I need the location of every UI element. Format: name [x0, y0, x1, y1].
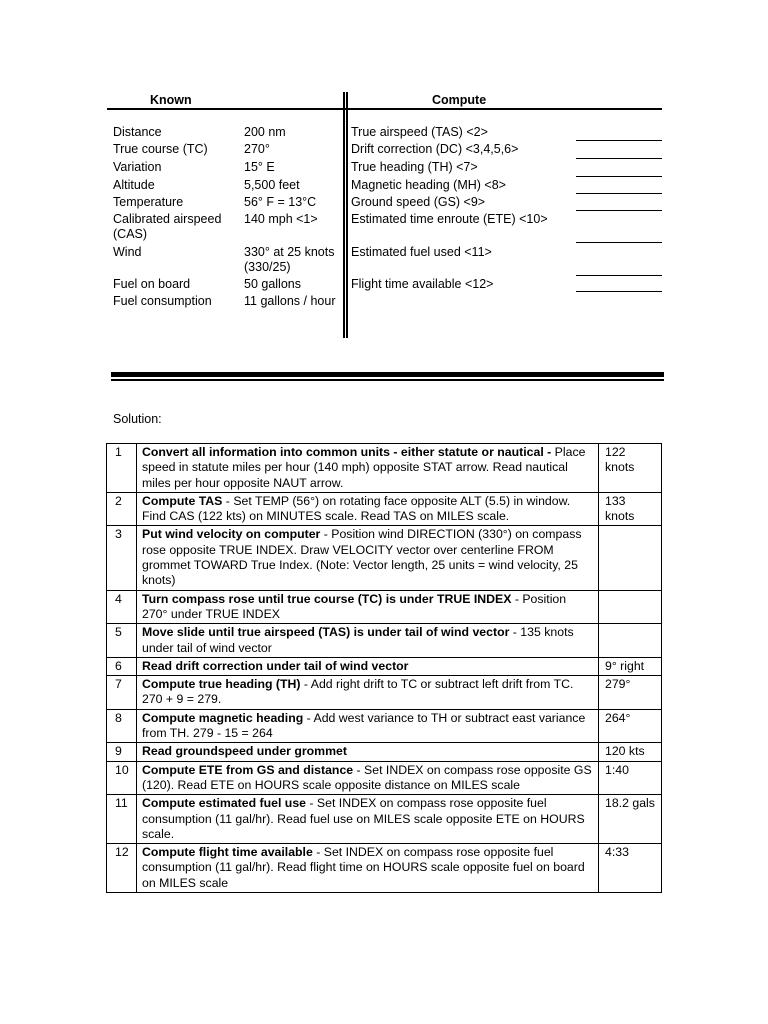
- step-description: [137, 624, 599, 658]
- table-row: [107, 444, 662, 493]
- table-row: [107, 795, 662, 844]
- step-title: Put wind velocity on computer: [142, 527, 321, 542]
- compute-header: Compute: [432, 93, 487, 107]
- step-description: [137, 795, 599, 844]
- table-row: [107, 844, 662, 893]
- step-description: [137, 492, 599, 526]
- column-divider-right: [346, 92, 348, 338]
- section-separator-thin: [111, 379, 664, 381]
- step-text: - Set INDEX on compass rose opposite fuel consumption (11 gal/hr). Read fuel use on MILES scale opposite ETE on HOURS scale.: [142, 796, 585, 841]
- compute-label: Magnetic heading (MH) <8>: [351, 178, 506, 192]
- solution-label: Solution:: [113, 412, 162, 426]
- step-description: [137, 526, 599, 590]
- known-label: Variation: [113, 160, 162, 174]
- step-answer: [599, 624, 662, 658]
- step-description: [137, 444, 599, 493]
- step-title: Compute magnetic heading: [142, 710, 304, 725]
- step-description: [137, 590, 599, 624]
- step-description: [137, 676, 599, 710]
- answer-blank: [576, 193, 662, 194]
- step-title: Compute ETE from GS and distance: [142, 762, 354, 777]
- column-divider-left: [343, 92, 345, 338]
- step-answer: 120 kts: [599, 743, 662, 761]
- step-title: Read groundspeed under grommet: [142, 744, 347, 759]
- step-answer: [599, 526, 662, 590]
- known-header: Known: [150, 93, 192, 107]
- step-description: [137, 657, 599, 675]
- step-answer: 1:40: [599, 761, 662, 795]
- step-text: - Add right drift to TC or subtract left drift from TC. 270 + 9 = 279.: [142, 677, 574, 707]
- step-title: Compute flight time available: [142, 845, 313, 860]
- known-label: Altitude: [113, 178, 155, 192]
- step-number: 3: [107, 526, 137, 590]
- known-value: 5,500 feet: [244, 178, 300, 192]
- step-number: 9: [107, 743, 137, 761]
- step-number: 1: [107, 444, 137, 493]
- known-label: Temperature: [113, 195, 184, 209]
- step-number: 7: [107, 676, 137, 710]
- section-separator-thick: [111, 372, 664, 377]
- compute-label: Drift correction (DC) <3,4,5,6>: [351, 142, 519, 156]
- table-row: [107, 657, 662, 675]
- answer-blank: [576, 176, 662, 177]
- step-title: Compute TAS: [142, 493, 223, 508]
- compute-label: Flight time available <12>: [351, 277, 494, 291]
- step-number: 12: [107, 844, 137, 893]
- step-number: 2: [107, 492, 137, 526]
- step-text: - Position 270° under TRUE INDEX: [142, 591, 567, 621]
- step-description: [137, 761, 599, 795]
- step-answer: 9° right: [599, 657, 662, 675]
- step-description: [137, 743, 599, 761]
- known-label: Distance: [113, 125, 162, 139]
- table-row: [107, 743, 662, 761]
- step-title: Compute estimated fuel use: [142, 796, 306, 811]
- compute-label: Estimated time enroute (ETE) <10>: [351, 212, 548, 226]
- solution-table: [106, 443, 662, 893]
- table-row: [107, 624, 662, 658]
- answer-blank: [576, 275, 662, 276]
- known-value-cont: (330/25): [244, 260, 291, 274]
- known-label: Fuel consumption: [113, 294, 212, 308]
- known-label: Fuel on board: [113, 277, 191, 291]
- known-value: 270°: [244, 142, 270, 156]
- step-title: Move slide until true airspeed (TAS) is under tail of wind vector: [142, 625, 510, 640]
- step-text: - 135 knots under tail of wind vector: [142, 625, 574, 655]
- known-value: 330° at 25 knots: [244, 245, 335, 259]
- step-description: [137, 844, 599, 893]
- known-value: 50 gallons: [244, 277, 301, 291]
- step-text: - Set INDEX on compass rose opposite GS (120). Read ETE on HOURS scale opposite distance on MILES scale: [142, 762, 592, 792]
- step-number: 5: [107, 624, 137, 658]
- known-value: 15° E: [244, 160, 275, 174]
- step-answer: 264°: [599, 709, 662, 743]
- step-description: [137, 709, 599, 743]
- step-title: Compute true heading (TH): [142, 677, 301, 692]
- step-number: 8: [107, 709, 137, 743]
- step-answer: 122 knots: [599, 444, 662, 493]
- step-title: Read drift correction under tail of wind vector: [142, 658, 409, 673]
- known-label: Wind: [113, 245, 142, 259]
- step-text: - Position wind DIRECTION (330°) on compass rose opposite TRUE INDEX. Draw VELOCITY vector over centerline FROM grommet TOWARD True Index. (Note: Vector length, 25 units = wind velocity, 25 knots): [142, 527, 582, 588]
- table-row: [107, 761, 662, 795]
- answer-blank: [576, 140, 662, 141]
- step-title: Turn compass rose until true course (TC) is under TRUE INDEX: [142, 591, 512, 606]
- known-value: 11 gallons / hour: [244, 294, 336, 308]
- known-label: Calibrated airspeed: [113, 212, 222, 226]
- header-rule: [107, 108, 662, 110]
- table-row: [107, 676, 662, 710]
- step-number: 6: [107, 657, 137, 675]
- known-value: 200 nm: [244, 125, 286, 139]
- compute-label: True heading (TH) <7>: [351, 160, 478, 174]
- step-number: 10: [107, 761, 137, 795]
- known-value: 140 mph <1>: [244, 212, 318, 226]
- step-answer: 133 knots: [599, 492, 662, 526]
- compute-label: True airspeed (TAS) <2>: [351, 125, 488, 139]
- compute-label: Ground speed (GS) <9>: [351, 195, 486, 209]
- table-row: [107, 590, 662, 624]
- step-title: Convert all information into common units - either statute or nautical -: [142, 445, 555, 459]
- answer-blank: [576, 210, 662, 211]
- step-text: - Set INDEX on compass rose opposite fuel consumption (11 gal/hr). Read flight time on HOURS scale opposite fuel on board on MILES scale: [142, 845, 585, 890]
- answer-blank: [576, 158, 662, 159]
- step-text: - Set TEMP (56°) on rotating face opposite ALT (5.5) in window. Find CAS (122 kts) on MINUTES scale. Read TAS on MILES scale.: [142, 493, 571, 524]
- table-row: [107, 492, 662, 526]
- step-number: 4: [107, 590, 137, 624]
- step-answer: 4:33: [599, 844, 662, 893]
- known-label-cont: (CAS): [113, 227, 148, 241]
- step-answer: 18.2 gals: [599, 795, 662, 844]
- known-label: True course (TC): [113, 142, 208, 156]
- compute-label: Estimated fuel used <11>: [351, 245, 492, 259]
- known-value: 56° F = 13°C: [244, 195, 317, 209]
- step-number: 11: [107, 795, 137, 844]
- answer-blank: [576, 242, 662, 243]
- table-row: [107, 709, 662, 743]
- table-row: [107, 526, 662, 590]
- step-text: Place speed in statute miles per hour (140 mph) opposite STAT arrow. Read nautical miles per hour opposite NAUT arrow.: [142, 445, 586, 490]
- answer-blank: [576, 291, 662, 292]
- step-answer: 279°: [599, 676, 662, 710]
- step-text: - Add west variance to TH or subtract east variance from TH. 279 - 15 = 264: [142, 710, 586, 741]
- step-answer: [599, 590, 662, 624]
